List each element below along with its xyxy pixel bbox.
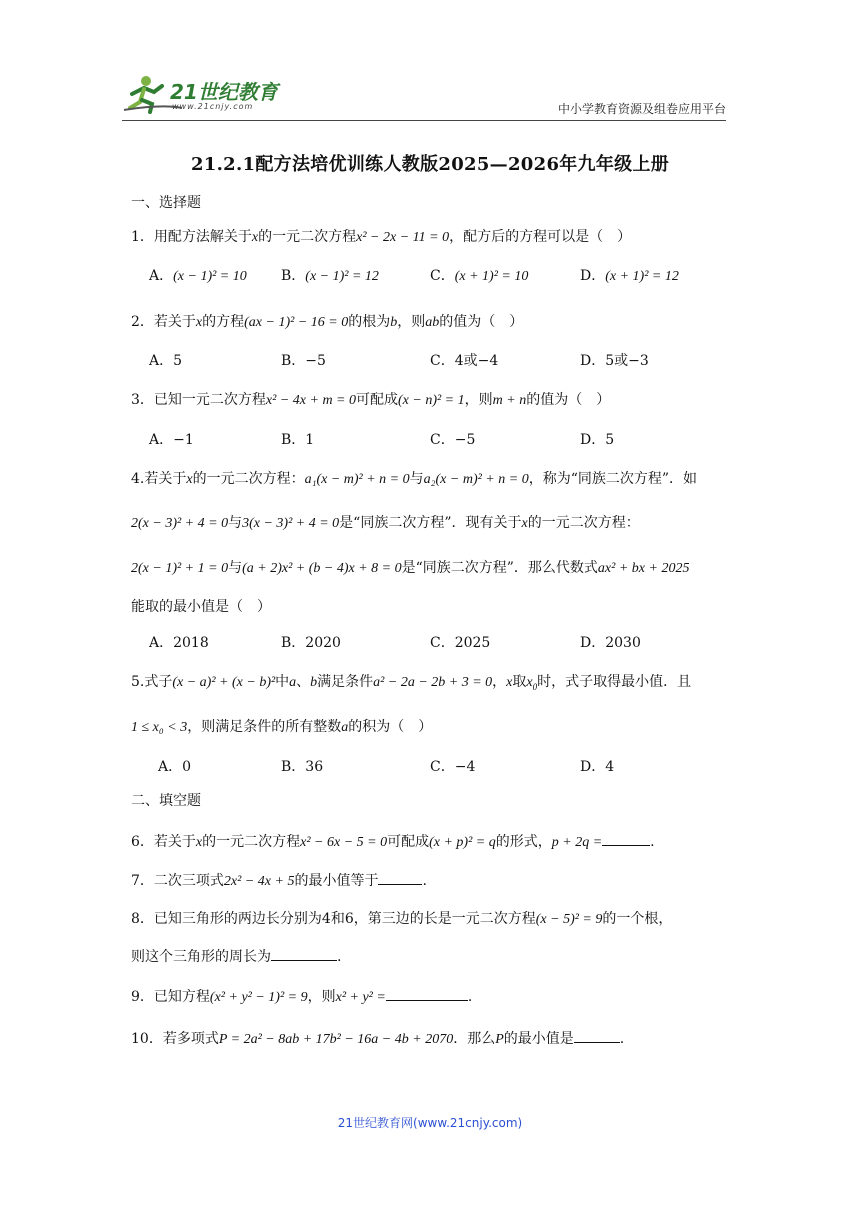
question-6: 6．若关于x的一元二次方程x² − 6x − 5 = 0可配成(x + p)² = q的形式，p + 2q = . bbox=[131, 834, 655, 850]
question-text: ，则 bbox=[464, 392, 493, 408]
math-option: (x + 1)² = 10 bbox=[454, 269, 529, 284]
math-option: (x − 1)² = 12 bbox=[305, 269, 379, 284]
option-c[interactable]: C．−5 bbox=[430, 432, 476, 448]
math-equation: 2(x − 1)² + 1 = 0 bbox=[131, 561, 229, 576]
question-10: 10．若多项式P = 2a² − 8ab + 17b² − 16a − 4b + 2070．那么P的最小值是 . bbox=[131, 1031, 625, 1047]
math-equation: x² − 4x + m = 0 bbox=[265, 393, 356, 408]
option-a[interactable]: A．(x − 1)² = 10 bbox=[149, 268, 247, 284]
option-b[interactable]: B．1 bbox=[281, 432, 315, 448]
math-equation: x² − 2x − 11 = 0 bbox=[356, 230, 450, 245]
option-a[interactable]: A．2018 bbox=[149, 635, 209, 651]
option-d[interactable]: D．5 bbox=[580, 432, 615, 448]
question-number: 10． bbox=[131, 1031, 163, 1047]
question-number: 1． bbox=[131, 229, 154, 245]
option-a[interactable]: A．−1 bbox=[149, 432, 194, 448]
math-equation: (x + p)² = q bbox=[429, 835, 496, 850]
question-4-line-2: 2(x − 3)² + 4 = 0与3(x − 3)² + 4 = 0是“同族二次方程”．现有关于x的一元二次方程： bbox=[131, 515, 640, 531]
question-text: 的方程 bbox=[202, 314, 245, 330]
question-4-line-1: 4.若关于x的一元二次方程：a₁(x − m)² + n = 0与a₂(x − m)² + n = 0，称为“同族二次方程”．如 bbox=[131, 471, 698, 487]
platform-name: 中小学教育资源及组卷应用平台 bbox=[557, 102, 726, 116]
answer-blank[interactable] bbox=[602, 833, 650, 846]
question-8-line-1: 8．已知三角形的两边长分别为4和6，第三边的长是一元二次方程(x − 5)² = 9的一个根， bbox=[131, 911, 673, 927]
option-a[interactable]: A．5 bbox=[149, 353, 183, 369]
math-x0: $x_0$ bbox=[526, 675, 538, 692]
question-2 bbox=[131, 311, 523, 331]
page-title: 21.2.1配方法培优训练人教版2025—2026年九年级上册 bbox=[190, 154, 670, 175]
option-b[interactable]: B．(x − 1)² = 12 bbox=[281, 268, 379, 284]
math-inequality: 1 ≤ x₀ < 3 bbox=[131, 720, 188, 735]
question-number: 6． bbox=[131, 834, 154, 850]
question-5-line-2: 1 ≤ x₀ < 3，则满足条件的所有整数a的积为（ ） bbox=[131, 719, 433, 735]
question-text: 的一元二次方程 bbox=[258, 229, 357, 245]
question-text: 若关于 bbox=[153, 314, 196, 330]
math-p: P bbox=[495, 1032, 504, 1047]
question-text: 的值为（ ） bbox=[439, 314, 524, 330]
option-c[interactable]: C．4或−4 bbox=[430, 353, 499, 369]
question-text: 的根为 bbox=[348, 314, 391, 330]
option-b[interactable]: B．2020 bbox=[281, 635, 341, 651]
math-x: x bbox=[521, 516, 528, 531]
math-expression: p + 2q = bbox=[551, 835, 603, 850]
math-b: b bbox=[310, 675, 318, 690]
option-c[interactable]: C．2025 bbox=[430, 635, 491, 651]
option-c[interactable]: C．−4 bbox=[430, 759, 476, 775]
header-divider bbox=[122, 120, 726, 121]
question-number: 3． bbox=[131, 392, 154, 408]
answer-blank[interactable] bbox=[574, 1030, 620, 1043]
math-equation: x² − 6x − 5 = 0 bbox=[300, 835, 388, 850]
page-header bbox=[122, 64, 726, 122]
question-text: ，则 bbox=[397, 314, 426, 330]
math-expression: m + n bbox=[492, 393, 527, 408]
option-a[interactable]: A．0 bbox=[158, 759, 192, 775]
math-equation: (ax − 1)² − 16 = 0 bbox=[244, 315, 349, 330]
math-equation: 2(x − 3)² + 4 = 0 bbox=[131, 516, 229, 531]
question-4-line-3: 2(x − 1)² + 1 = 0与(a + 2)x² + (b − 4)x + 8 = 0是“同族二次方程”．那么代数式ax² + bx + 2025 bbox=[131, 560, 690, 576]
question-4-line-4: 能取的最小值是（ ） bbox=[131, 599, 271, 615]
question-1 bbox=[131, 226, 631, 246]
question-number: 9． bbox=[131, 989, 154, 1005]
option-d[interactable]: D．2030 bbox=[580, 635, 641, 651]
math-expression: ax² + bx + 2025 bbox=[597, 561, 690, 576]
option-d[interactable]: D．5或−3 bbox=[580, 353, 649, 369]
math-equation: (x − 5)² = 9 bbox=[535, 912, 603, 927]
question-text: 用配方法解关于 bbox=[153, 229, 252, 245]
question-text: 的值为（ ） bbox=[526, 392, 611, 408]
site-logo bbox=[122, 74, 292, 116]
math-option: (x − 1)² = 10 bbox=[173, 269, 247, 284]
question-number: 7． bbox=[131, 873, 154, 889]
math-equation: (x − n)² = 1 bbox=[398, 393, 465, 408]
math-a: a bbox=[289, 675, 297, 690]
math-x: x bbox=[251, 230, 259, 245]
question-5-line-1: 5.式子(x − a)² + (x − b)²中a、b满足条件a² − 2a − 2b + 3 = 0，x取$x_0$时，式子取得最小值．且 bbox=[131, 674, 692, 692]
question-3 bbox=[131, 389, 610, 409]
math-equation: (x² + y² − 1)² = 9 bbox=[209, 990, 308, 1005]
option-b[interactable]: B．−5 bbox=[281, 353, 326, 369]
math-equation: a² − 2a − 2b + 3 = 0 bbox=[373, 675, 493, 690]
option-c[interactable]: C．(x + 1)² = 10 bbox=[430, 268, 529, 284]
section-heading-fill: 二、填空题 bbox=[131, 793, 201, 809]
question-7: 7．二次三项式2x² − 4x + 5的最小值等于 . bbox=[131, 873, 427, 889]
math-option: (x + 1)² = 12 bbox=[605, 269, 679, 284]
option-b[interactable]: B．36 bbox=[281, 759, 324, 775]
math-equation: a₂(x − m)² + n = 0 bbox=[423, 472, 529, 487]
option-d[interactable]: D．4 bbox=[580, 759, 615, 775]
question-8-line-2: 则这个三角形的周长为 . bbox=[131, 949, 342, 965]
math-x: x bbox=[506, 675, 513, 690]
question-text: 已知一元二次方程 bbox=[153, 392, 266, 408]
math-expression: 2x² − 4x + 5 bbox=[223, 874, 295, 889]
question-9: 9．已知方程(x² + y² − 1)² = 9，则x² + y² = . bbox=[131, 989, 473, 1005]
question-number: 4. bbox=[131, 471, 145, 487]
question-text: 可配成 bbox=[356, 392, 398, 408]
answer-blank[interactable] bbox=[271, 948, 337, 961]
math-equation: a₁(x − m)² + n = 0 bbox=[304, 472, 410, 487]
math-equation: (a + 2)x² + (b − 4)x + 8 = 0 bbox=[242, 561, 402, 576]
math-b: b bbox=[390, 315, 398, 330]
math-x: x bbox=[186, 472, 193, 487]
question-number: 8． bbox=[131, 911, 154, 927]
question-text: ，配方后的方程可以是（ ） bbox=[449, 229, 632, 245]
question-number: 5. bbox=[131, 674, 145, 690]
logo-url: www.21cnjy.com bbox=[172, 102, 254, 111]
question-number: 2． bbox=[131, 314, 154, 330]
answer-blank[interactable] bbox=[378, 872, 422, 885]
math-x: x bbox=[195, 315, 203, 330]
math-equation: 3(x − 3)² + 4 = 0 bbox=[242, 516, 340, 531]
math-expression: (x − a)² + (x − b)² bbox=[172, 675, 276, 690]
math-ab: ab bbox=[425, 315, 440, 330]
math-a: a bbox=[341, 720, 349, 735]
page-footer[interactable]: 21世纪教育网(www.21cnjy.com) bbox=[337, 1116, 523, 1130]
answer-blank[interactable] bbox=[386, 988, 468, 1001]
math-equation: P = 2a² − 8ab + 17b² − 16a − 4b + 2070 bbox=[218, 1032, 454, 1047]
section-heading-choice: 一、选择题 bbox=[131, 195, 201, 211]
math-x: x bbox=[195, 835, 203, 850]
math-expression: x² + y² = bbox=[335, 990, 386, 1005]
logo-text: 21世纪教育 bbox=[170, 80, 278, 104]
option-d[interactable]: D．(x + 1)² = 12 bbox=[580, 268, 679, 284]
